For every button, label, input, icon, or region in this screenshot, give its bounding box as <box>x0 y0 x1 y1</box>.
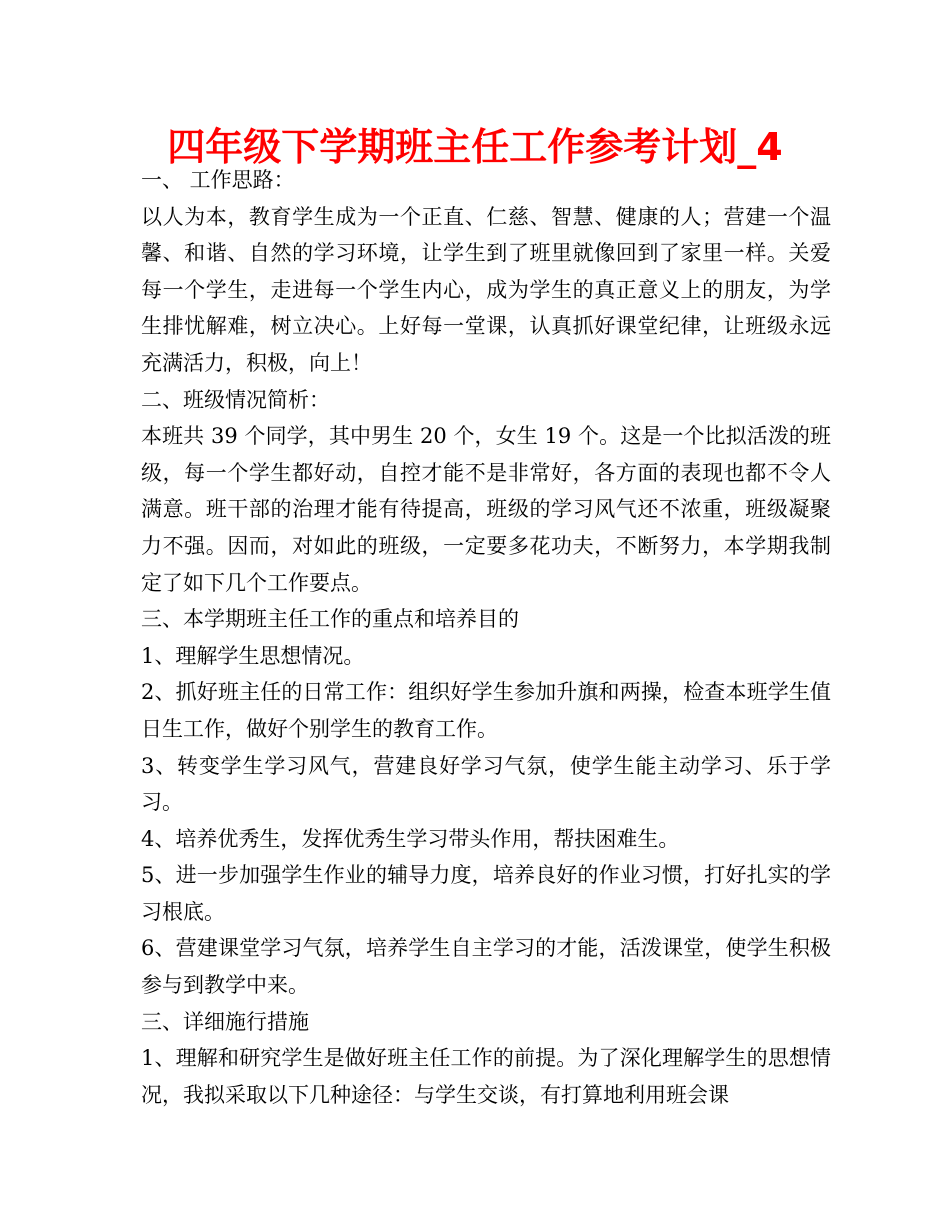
list-item-goal-1: 1、理解学生思想情况。 <box>141 643 365 668</box>
list-item-goal-4: 4、培养优秀生，发挥优秀生学习带头作用，帮扶困难生。 <box>141 826 680 851</box>
section-heading-measures: 三、详细施行措施 <box>141 1009 309 1034</box>
section-heading-work-approach: 一、 工作思路： <box>141 168 295 192</box>
list-item-goal-3: 3、转变学生学习风气，营建良好学习气氛，使学生能主动学习、乐于学习。 <box>141 753 831 815</box>
paragraph-work-approach: 以人为本，教育学生成为一个正直、仁慈、智慧、健康的人；营建一个温馨、和谐、自然的学习环境，让学生到了班里就像回到了家里一样。关爱每一个学生，走进每一个学生内心，成为学生的真正意义上的朋友，为学生排忧解难，树立决心。上好每一堂课，认真抓好课堂纪律，让班级永远充满活力，积极，向上！ <box>141 204 831 375</box>
document-body <box>141 162 831 1113</box>
list-item-measure-1: 1、理解和研究学生是做好班主任工作的前提。为了深化理解学生的思想情况，我拟采取以下几种途径：与学生交谈，有打算地利用班会课 <box>141 1046 831 1107</box>
section-heading-key-goals: 三、本学期班主任工作的重点和培养目的 <box>141 607 519 632</box>
list-item-goal-2: 2、抓好班主任的日常工作：组织好学生参加升旗和两操，检查本班学生值日生工作，做好个别学生的教育工作。 <box>141 680 831 741</box>
list-item-goal-6: 6、营建课堂学习气氛，培养学生自主学习的才能，活泼课堂，使学生积极参与到教学中来。 <box>141 936 831 998</box>
document-title: 四年级下学期班主任工作参考计划_4 <box>167 125 783 169</box>
paragraph-class-overview: 本班共 39 个同学，其中男生 20 个，女生 19 个。这是一个比拟活泼的班级，每一个学生都好动，自控才能不是非常好，各方面的表现也都不令人满意。班干部的治理才能有待提高，班级的学习风气还不浓重，班级凝聚力不强。因而，对如此的班级，一定要多花功夫，不断努力，本学期我制定了如下几个工作要点。 <box>141 424 831 595</box>
list-item-goal-5: 5、进一步加强学生作业的辅导力度，培养良好的作业习惯，打好扎实的学习根底。 <box>141 863 831 924</box>
section-heading-class-overview: 二、班级情况简析： <box>141 387 330 412</box>
